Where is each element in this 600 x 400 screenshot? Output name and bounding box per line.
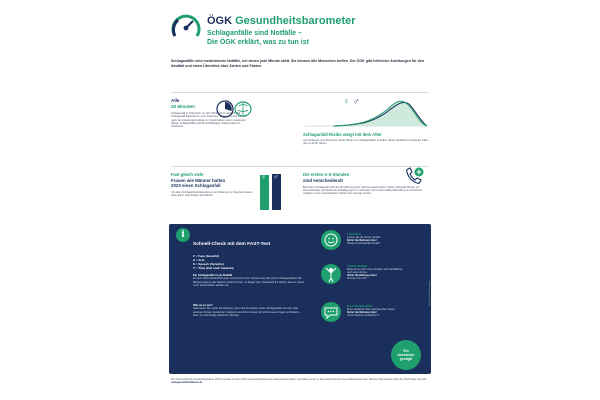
brand-prefix: ÖGK <box>207 15 233 27</box>
step-title: LÄCHELN <box>347 232 362 236</box>
gender-male-icon: ♂ <box>273 174 279 181</box>
badge-line: Anzeichen <box>397 353 415 357</box>
first-hours <box>303 172 401 183</box>
todo-text: Alarmieren Sie sofort die Rettung, wenn Sie Anzeichen eines Schlaganfalls bei sich oder anderen Person bemerken. Notieren und Ärzte können oft schlimmere Folgen verhindern – aber nur rechtzeitig erkannten Wunder. <box>193 307 302 318</box>
fast-item: T = Time (Zeit nach handeln) <box>193 266 234 270</box>
first-hours-text: Bei einem Schlaganfall wird die Durchblutung des Gehirns unterbrochen. Daher zählt jede Minute, um lebenswichtige und bleibende Schädigungen zu verhindern. Am besten sollten Betroffene so schnell wie möglich in einer spezialisierten Stroke Unit versorgt werden. <box>303 186 423 196</box>
gender-bars <box>259 172 283 216</box>
gender-female-icon: ♀ <box>261 174 267 181</box>
fast-item: A = Arm <box>193 258 205 262</box>
age-risk-title: Schlaganfall-Risiko steigt mit dem Alter <box>303 132 382 137</box>
speech-bubble-icon <box>321 302 341 322</box>
todo-block <box>193 304 305 318</box>
first-hours-title: Die ersten 4–5 Stunden <box>303 172 350 177</box>
stat-minutes-text: Schlaganfall in Österreich. Im Jahr 2023 gab es über 25.000 Schlaganfall-Patientinnen und -Patienten. Viele von ihnen müssen nach dem Akutereignis länger im Spital bleiben oder in stationäre Pflege. Schlaganfälle sind die dritthäufigste Todesursache in Österreich. <box>171 112 247 128</box>
gender-text: Von allen Schlaganfall-Patientinnen und -Patienten in Österreich waren etwa gleich viele Frauen wie Männer. <box>171 190 253 197</box>
gender-title: Fast gleich viele <box>171 172 204 177</box>
fast-item: S = Speech (Sprache) <box>193 262 224 266</box>
footer-link[interactable]: www.gesundheitskasse.at <box>171 381 203 385</box>
age-chart-male-icon: ♂ <box>353 96 360 106</box>
fast-test-title: Schnell-Check mit dem FAST-Test <box>193 242 271 247</box>
fast-item: F = Face (Gesicht) <box>193 254 219 258</box>
page-subtitle <box>207 30 309 47</box>
badge-line: genügt! <box>399 357 413 361</box>
footer-text: Die Österreichische Gesundheitskasse (ÖGK) bereitet mit dem ÖGK Gesundheitsbarometer wissenswerte Daten und Fakten rund um das österreichische Gesundheitswesen auf. Weitere Informationen über die ÖGK finden Sie hier: <box>171 378 427 381</box>
one-sign-badge <box>391 340 421 370</box>
notfall-title: Ein Schlaganfall ist ein Notfall! <box>193 274 233 277</box>
fast-test-panel <box>169 224 431 374</box>
step-action: Sofort die Rettung rufen! <box>347 239 377 243</box>
age-risk-text: Am häufigsten sind Menschen ab 60 Jahren von Schlaganfällen betroffen. Einen deutlichen Anstieg der Fälle gibt es ab 50 Jahren. <box>303 138 428 145</box>
phone-emergency-icon <box>403 166 425 186</box>
step-title: ARME HEBEN <box>347 264 368 268</box>
age-risk <box>303 132 429 145</box>
badge-line: Ein <box>403 349 409 353</box>
gender-subtitle-2: 2023 einen Schlaganfall <box>171 183 221 189</box>
step-arms <box>347 264 407 280</box>
notfall-text: Er kann lebensbedrohlich sein und kommt ohne Vorwarnung. Bei einem Schlaganfall ist die Blutversorgung des Gehirns unterbrochen. Je länger kein Sauerstoff ins Gehirn kommt, desto mehr Gehirnzellen sterben ab. <box>193 277 304 288</box>
first-hours-subtitle: sind entscheidend! <box>303 177 344 183</box>
step-extra: Hängt ein Mundwinkel herab? <box>347 242 381 246</box>
step-smile <box>347 232 407 245</box>
step-text: Beide Arme nach vorne strecken und Handflächen nach oben drehen. <box>347 268 403 275</box>
step-action: Sofort die Rettung rufen! <box>347 311 377 315</box>
todo-title: Was ist zu tun? <box>193 304 213 307</box>
subtitle-line-1: Schlaganfälle sind Notfälle – <box>207 30 302 37</box>
stat-minutes-line1: Alle <box>171 98 180 103</box>
subtitle-line-2: Die ÖGK erklärt, was zu tun ist <box>207 38 309 46</box>
intro-text: Schlaganfälle sind medizinische Notfälle, bei denen jede Minute zählt. Sie können alle Menschen treffen. Die ÖGK gibt hilfreiche Anleitungen für den Akutfall und einen Überblick über Zahlen und Fakten. <box>171 59 425 68</box>
page-title <box>207 15 356 27</box>
step-action: Sofort die Rettung rufen! <box>347 274 377 278</box>
clock-brain-icon <box>215 99 253 119</box>
age-chart-plot <box>303 94 429 128</box>
smile-icon <box>321 230 341 250</box>
fast-list <box>193 254 234 270</box>
step-text: Einen einfachen Satz nachsprechen lassen. <box>347 308 396 311</box>
step-extra: Sinkt ein Arm ab? <box>347 277 367 281</box>
age-chart <box>303 94 429 130</box>
age-chart-female-icon: ♀ <box>343 96 350 106</box>
footer <box>171 378 429 384</box>
gauge-logo-icon <box>171 12 201 42</box>
brand-suffix: Gesundheitsbarometer <box>235 15 356 27</box>
stat-minutes-line2: 20 Minuten <box>171 103 195 109</box>
gender-subtitle-1: Frauen wie Männer hatten <box>171 177 226 183</box>
step-extra: Ist die Sprache verwaschen? <box>347 314 380 318</box>
step-speech <box>347 304 407 317</box>
gender-section <box>171 172 255 197</box>
step-text: Lassen Sie die Person lächeln. <box>347 236 382 239</box>
notfall-block <box>193 274 305 288</box>
step-title: NACHSPRECHEN <box>347 304 373 308</box>
infographic-page <box>163 6 437 394</box>
divider <box>171 166 429 167</box>
divider <box>171 92 429 93</box>
arms-raise-icon <box>321 264 341 284</box>
source-note: Quelle: ÖGK-Auswertung <box>429 281 431 306</box>
info-icon: i <box>176 228 190 242</box>
